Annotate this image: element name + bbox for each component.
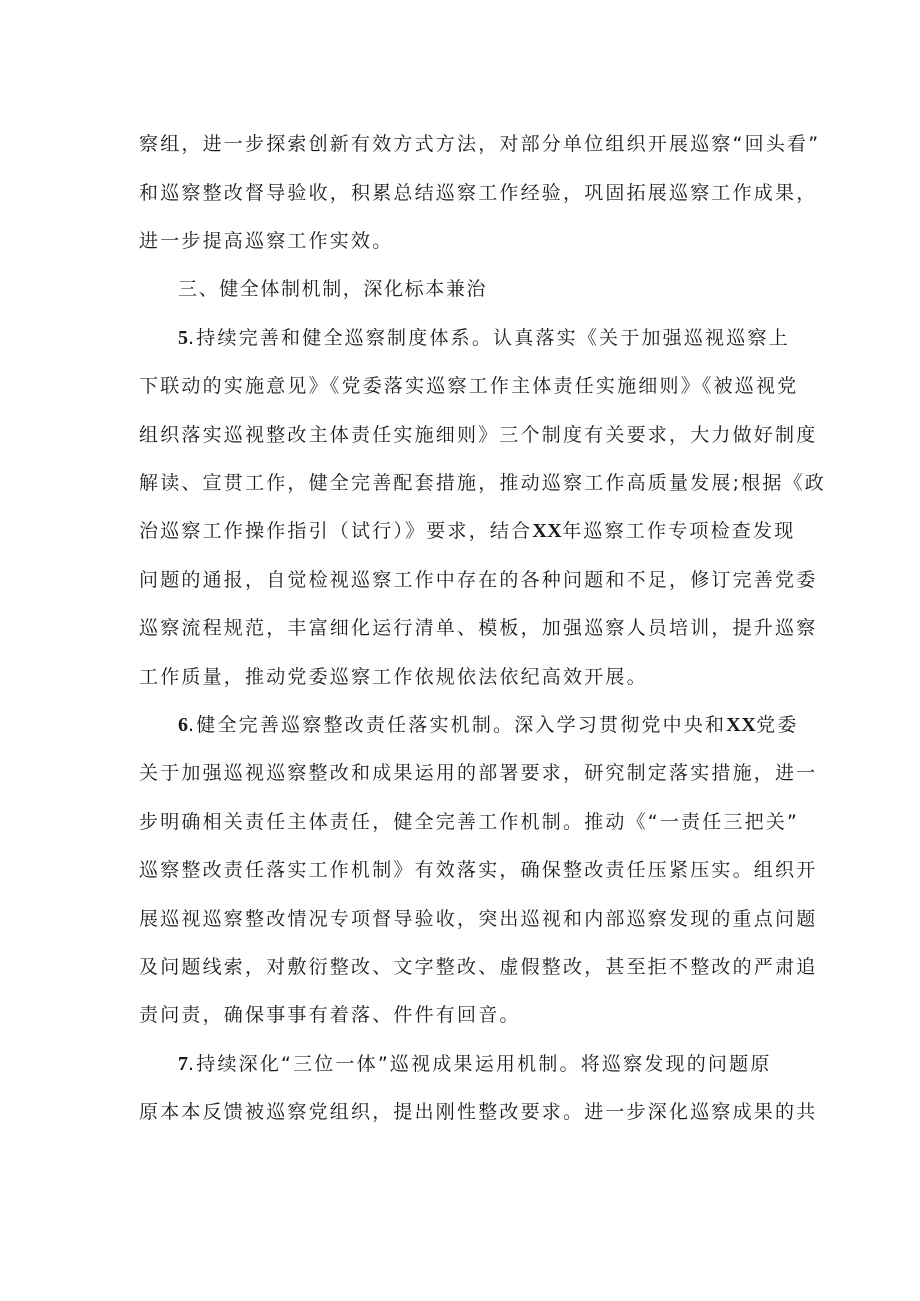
item6-line-7: 责问责，确保事事有着落、件件有回音。 [139,1004,521,1026]
item7-line-2: 原本本反馈被巡察党组织，提出刚性整改要求。进一步深化巡察成果的共 [139,1101,818,1123]
intro-line-2: 和巡察整改督导验收，积累总结巡察工作经验，巩固拓展巡察工作成果， [139,182,818,204]
item5-line-6: 问题的通报，自觉检视巡察工作中存在的各种问题和不足，修订完善党委 [139,569,818,591]
item5-line-4: 解读、宣贯工作，健全完善配套措施，推动巡察工作高质量发展;根据《政 [139,472,827,494]
section-heading: 三、健全体制机制，深化标本兼治 [178,278,488,300]
item6-first-line-after: 党委 [756,714,799,736]
item6-first-line [178,710,799,740]
item5-line-5-before: 治巡察工作操作指引（试行）》要求，结合 [139,520,533,542]
item6-line-5: 展巡视巡察整改情况专项督导验收，突出巡视和内部巡察发现的重点问题 [139,908,818,930]
item6-line-2: 关于加强巡视巡察整改和成果运用的部署要求，研究制定落实措施，进一 [139,762,818,784]
item6-first-line-before: .健全完善巡察整改责任落实机制。深入学习贯彻党中央和 [188,714,727,736]
item5-year-code: XX [532,520,563,542]
item7-first-line [178,1049,772,1079]
item6-line-4: 巡察整改责任落实工作机制》有效落实，确保整改责任压紧压实。组织开 [139,859,818,881]
item5-line-3: 组织落实巡视整改主体责任实施细则》三个制度有关要求，大力做好制度 [139,424,818,446]
intro-line-3: 进一步提高巡察工作实效。 [139,230,394,252]
item6-number: 6 [178,714,188,736]
item5-line-8: 工作质量，推动党委巡察工作依规依法依纪高效开展。 [139,666,648,688]
item6-line-6: 及问题线索，对敷衍整改、文字整改、虚假整改，甚至拒不整改的严肃追 [139,956,818,978]
item7-number: 7 [178,1053,188,1075]
item5-number: 5 [178,327,188,349]
item5-line-2: 下联动的实施意见》《党委落实巡察工作主体责任实施细则》《被巡视党 [139,375,799,397]
item7-first-line-text: .持续深化“三位一体”巡视成果运用机制。将巡察发现的问题原 [188,1053,772,1075]
item6-line-3: 步明确相关责任主体责任，健全完善工作机制。推动《“一责任三把关” [139,811,800,833]
item6-org-code: XX [726,714,757,736]
item5-first-line-text: .持续完善和健全巡察制度体系。认真落实《关于加强巡视巡察上 [188,327,790,349]
item5-line-7: 巡察流程规范，丰富细化运行清单、模板，加强巡察人员培训，提升巡察 [139,617,818,639]
item5-line-5 [139,516,795,546]
item5-line-5-after: 年巡察工作专项检查发现 [562,520,796,542]
item5-first-line [178,323,790,353]
intro-line-1: 察组，进一步探索创新有效方式方法，对部分单位组织开展巡察“回头看” [139,133,821,155]
